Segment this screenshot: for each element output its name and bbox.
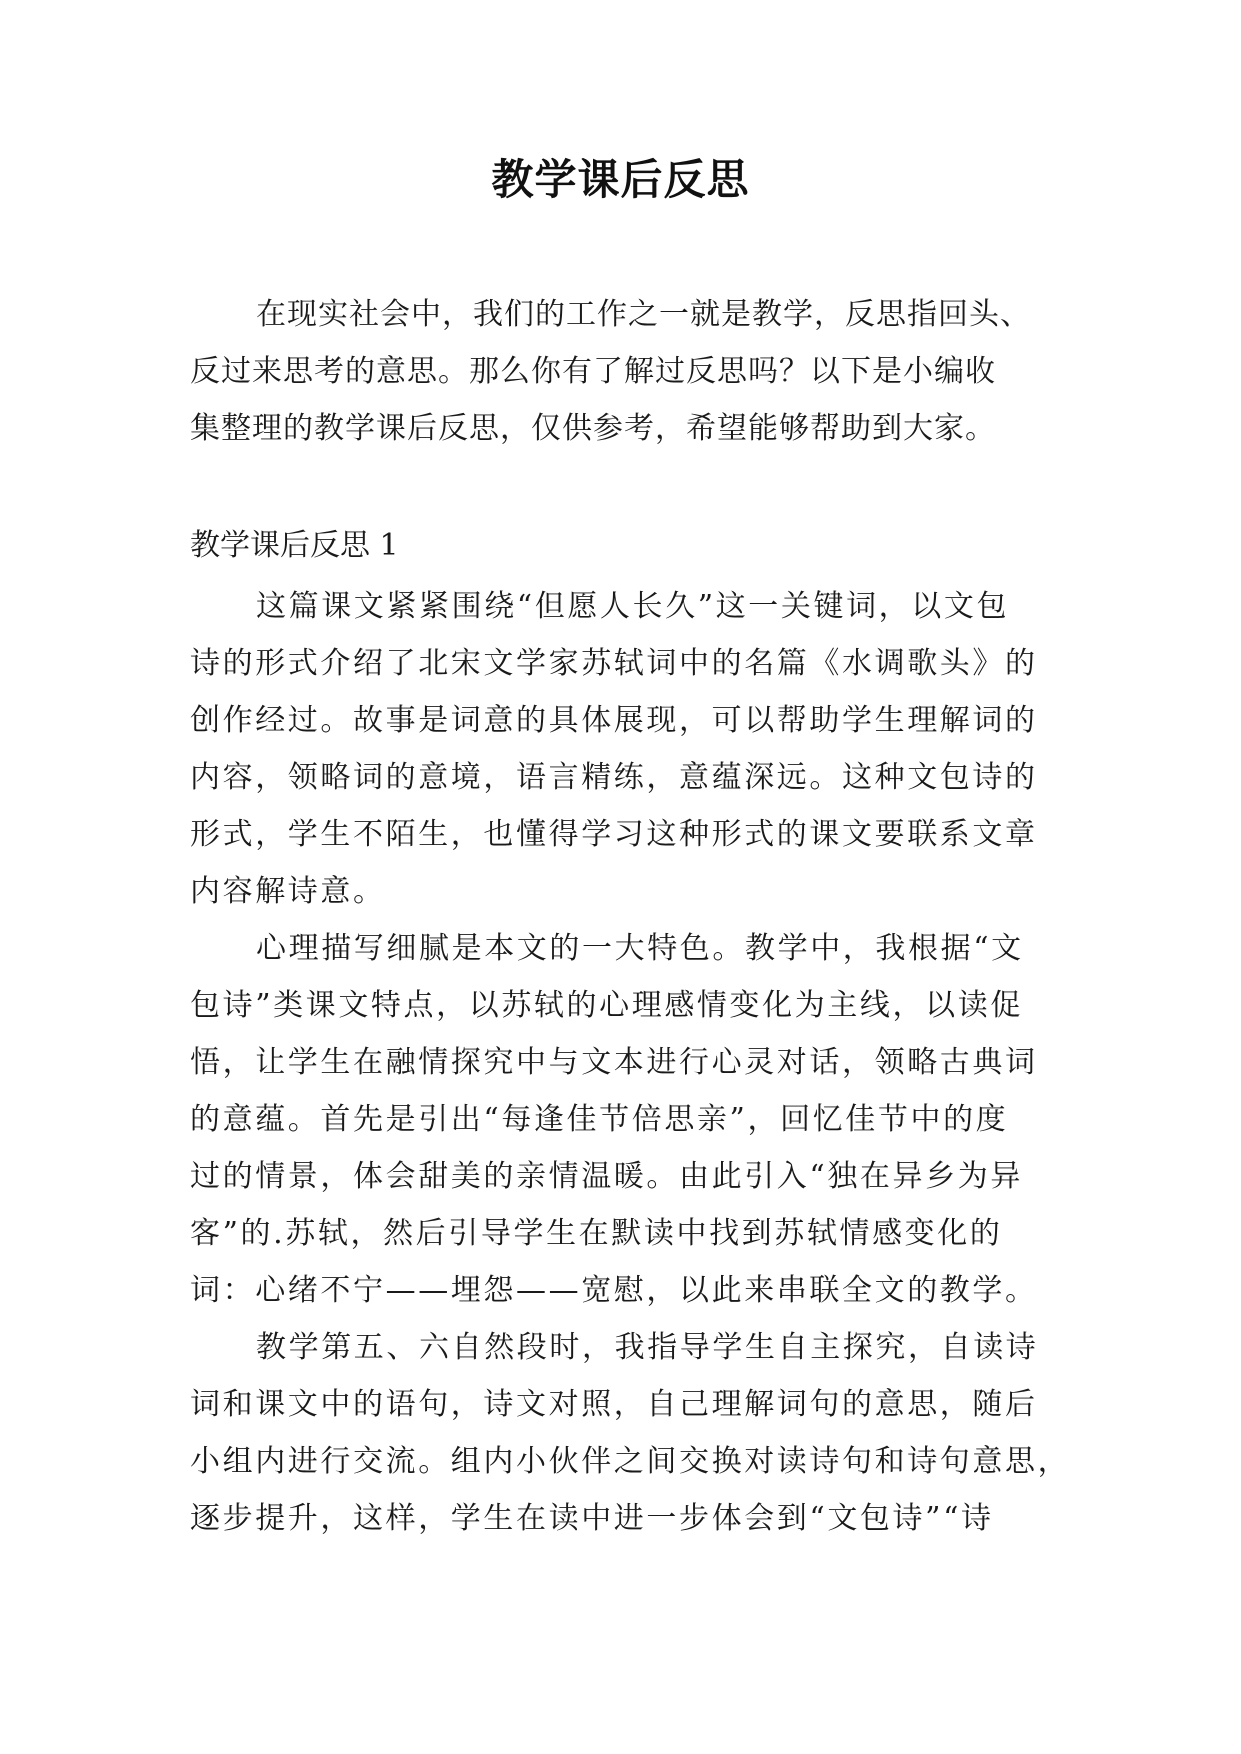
body-line: 悟，让学生在融情探究中与文本进行心灵对话，领略古典词 [190, 1045, 1038, 1080]
body-line: 小组内进行交流。组内小伙伴之间交换对读诗句和诗句意思， [190, 1444, 1071, 1479]
intro-line: 反过来思考的意思。那么你有了解过反思吗？以下是小编收 [190, 354, 996, 389]
body-line: 教学第五、六自然段时，我指导学生自主探究，自读诗 [256, 1330, 1039, 1365]
body-line: 创作经过。故事是词意的具体展现，可以帮助学生理解词的 [190, 703, 1038, 738]
section-body [190, 578, 1071, 1547]
body-line: 这篇课文紧紧围绕“但愿人长久”这一关键词，以文包 [256, 589, 1010, 624]
body-line: 心理描写细腻是本文的一大特色。教学中，我根据“文 [256, 931, 1024, 966]
body-line: 内容解诗意。 [190, 874, 386, 909]
body-line: 逐步提升，这样，学生在读中进一步体会到“文包诗”“诗 [190, 1501, 994, 1536]
body-line: 诗的形式介绍了北宋文学家苏轼词中的名篇《水调歌头》的 [190, 646, 1038, 681]
body-line: 形式，学生不陌生，也懂得学习这种形式的课文要联系文章 [190, 817, 1038, 852]
intro-paragraph [190, 286, 1060, 457]
intro-line: 集整理的教学课后反思，仅供参考，希望能够帮助到大家。 [190, 411, 996, 446]
body-line: 词和课文中的语句，诗文对照，自己理解词句的意思，随后 [190, 1387, 1038, 1422]
intro-line: 在现实社会中，我们的工作之一就是教学，反思指回头、 [256, 297, 1031, 332]
document-title: 教学课后反思 [491, 155, 750, 204]
body-line: 客”的.苏轼，然后引导学生在默读中找到苏轼情感变化的 [190, 1216, 1003, 1251]
body-line: 词：心绪不宁——埋怨——宽慰，以此来串联全文的教学。 [190, 1273, 1038, 1308]
body-line: 内容，领略词的意境，语言精练，意蕴深远。这种文包诗的 [190, 760, 1038, 795]
body-line: 过的情景，体会甜美的亲情温暖。由此引入“独在异乡为异 [190, 1159, 1023, 1194]
body-line: 包诗”类课文特点，以苏轼的心理感情变化为主线，以读促 [190, 988, 1023, 1023]
body-line: 的意蕴。首先是引出“每逢佳节倍思亲”，回忆佳节中的度 [190, 1102, 1009, 1137]
section-heading: 教学课后反思 1 [190, 528, 399, 563]
